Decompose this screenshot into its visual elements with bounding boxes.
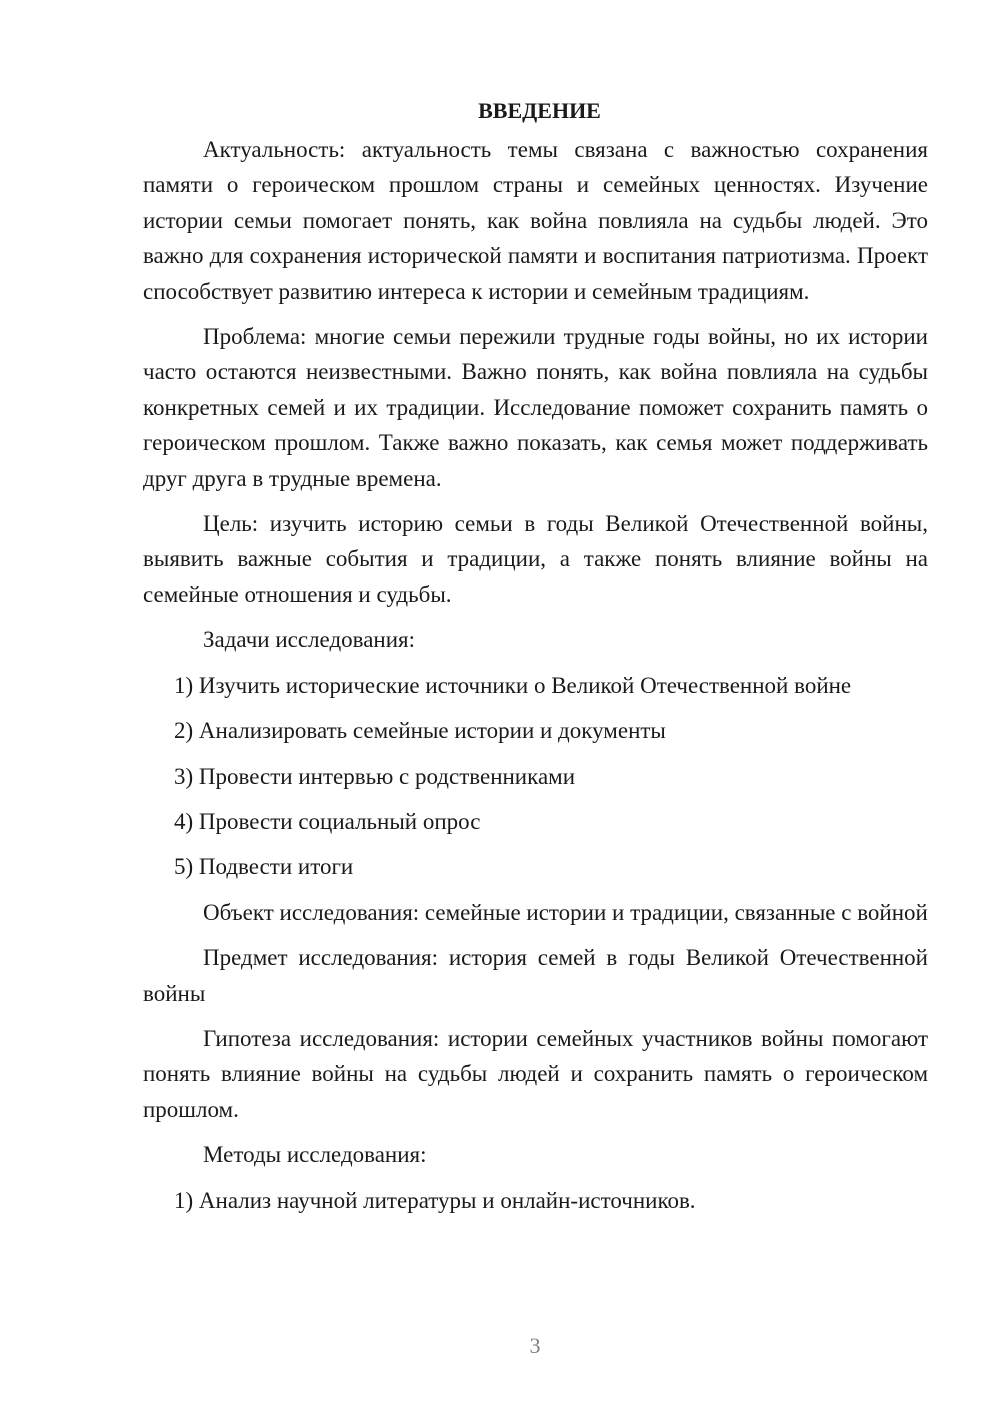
list-item: 2) Анализировать семейные истории и документы bbox=[174, 718, 666, 744]
methods-list bbox=[143, 1183, 928, 1218]
list-item: 5) Подвести итоги bbox=[174, 854, 354, 880]
relevance-paragraph: Актуальность: актуальность темы связана с важностью сохранения памяти о героическом прошлом страны и семейных ценностях. Изучение истории семьи помогает понять, как война повлияла на судьбы людей. Это важно для сохранения исторической памяти и воспитания патриотизма. Проект способствует развитию интереса к истории и семейным традициям. bbox=[143, 137, 928, 304]
list-item: 4) Провести социальный опрос bbox=[174, 808, 481, 834]
list-item: 1) Анализ научной литературы и онлайн-источников. bbox=[174, 1187, 696, 1213]
goal-paragraph: Цель: изучить историю семьи в годы Великой Отечественной войны, выявить важные события и традиции, а также понять влияние войны на семейные отношения и судьбы. bbox=[143, 511, 928, 607]
page-heading: ВВЕДЕНИЕ bbox=[478, 98, 601, 123]
hypothesis-paragraph: Гипотеза исследования: истории семейных участников войны помогают понять влияние войны на судьбы людей и сохранить память о героическом прошлом. bbox=[143, 1025, 928, 1122]
object-paragraph: Объект исследования: семейные истории и традиции, связанные с войной bbox=[203, 899, 928, 925]
page-content bbox=[143, 94, 928, 1228]
tasks-label: Задачи исследования: bbox=[203, 627, 416, 653]
page-number: 3 bbox=[529, 1333, 541, 1358]
problem-paragraph: Проблема: многие семьи пережили трудные годы войны, но их истории часто остаются неизвестными. Важно понять, как война повлияла на судьбы конкретных семей и их традиции. Исследование поможет сохранить память о героическом прошлом. Также важно показать, как семья может поддерживать друг друга в трудные времена. bbox=[143, 324, 928, 491]
subject-paragraph: Предмет исследования: история семей в годы Великой Отечественной войны bbox=[143, 945, 928, 1006]
list-item: 1) Изучить исторические источники о Великой Отечественной войне bbox=[174, 672, 852, 698]
tasks-list bbox=[143, 668, 928, 885]
methods-label: Методы исследования: bbox=[203, 1142, 427, 1168]
list-item: 3) Провести интервью с родственниками bbox=[174, 763, 576, 789]
